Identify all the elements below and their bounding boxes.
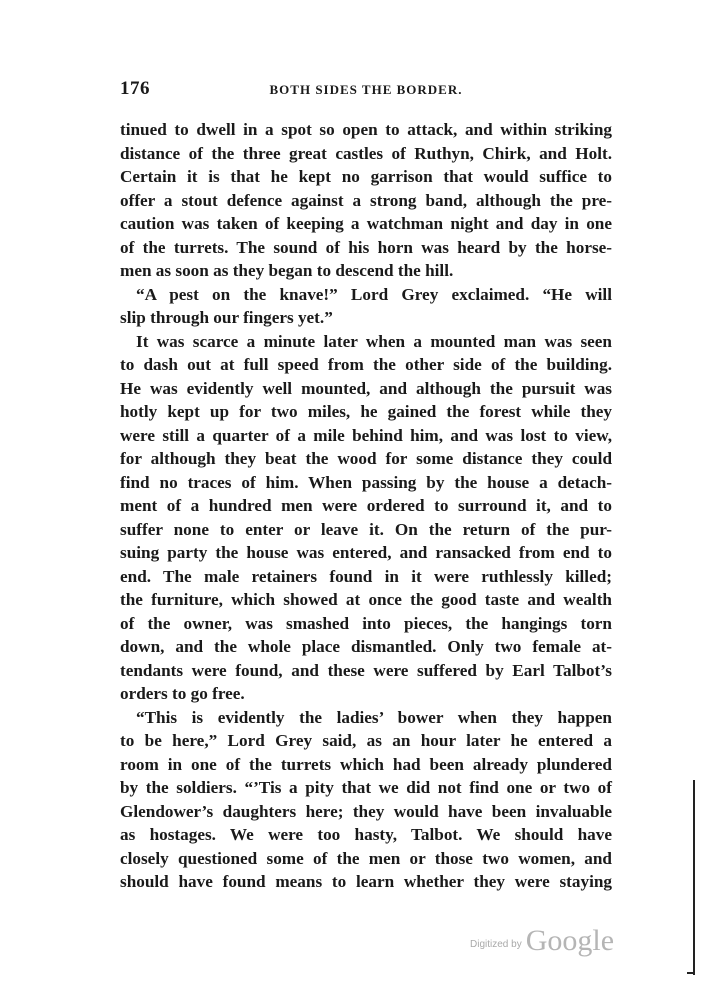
text-line: offer a stout defence against a strong band, although the pre- xyxy=(120,190,612,210)
text-line: by the soldiers. “’Tis a pity that we did not find one or two of xyxy=(120,778,612,797)
running-title: BOTH SIDES THE BORDER. xyxy=(269,82,463,97)
text-line: of the owner, was smashed into pieces, the hangings torn xyxy=(120,613,612,633)
text-line: caution was taken of keeping a watchman night and day in one xyxy=(120,214,612,233)
text-line: end. The male retainers found in it were ruthlessly killed; xyxy=(120,566,612,586)
text-line: orders to go free. xyxy=(120,684,245,703)
text-line: suing party the house was entered, and ransacked from end to xyxy=(120,543,612,562)
text-line: men as soon as they began to descend the hill. xyxy=(120,261,454,280)
text-line: closely questioned some of the men or those two women, and xyxy=(120,848,612,868)
text-line: He was evidently well mounted, and although the pursuit was xyxy=(120,378,612,398)
text-line: ment of a hundred men were ordered to surround it, and to xyxy=(120,496,612,515)
page-number: 176 xyxy=(120,78,150,99)
text-line: Certain it is that he kept no garrison that would suffice to xyxy=(120,167,612,186)
text-line: “A pest on the knave!” Lord Grey exclaimed. “He will xyxy=(136,284,612,304)
text-line: of the turrets. The sound of his horn was heard by the horse- xyxy=(120,237,612,257)
page-edge-foot xyxy=(687,972,695,974)
text-line: suffer none to enter or leave it. On the return of the pur- xyxy=(120,519,612,539)
text-line: down, and the whole place dismantled. Only two female at- xyxy=(120,637,612,656)
body-text xyxy=(120,118,612,894)
text-line: find no traces of him. When passing by the house a detach- xyxy=(120,472,612,492)
text-line: “This is evidently the ladies’ bower when they happen xyxy=(136,707,612,727)
text-line: Glendower’s daughters here; they would have been invaluable xyxy=(120,801,612,821)
text-line: It was scarce a minute later when a mounted man was seen xyxy=(136,331,612,351)
text-line: hotly kept up for two miles, he gained the forest while they xyxy=(120,402,612,421)
text-line: were still a quarter of a mile behind him, and was lost to view, xyxy=(120,425,612,445)
text-line: for although they beat the wood for some distance they could xyxy=(120,449,612,468)
text-line: should have found means to learn whether they were staying xyxy=(120,872,612,891)
text-line: the furniture, which showed at once the good taste and wealth xyxy=(120,590,612,609)
text-line: tinued to dwell in a spot so open to attack, and within striking xyxy=(120,120,612,139)
text-line: to be here,” Lord Grey said, as an hour later he entered a xyxy=(120,731,612,750)
text-line: as hostages. We were too hasty, Talbot. We should have xyxy=(120,825,612,844)
text-line: slip through our fingers yet.” xyxy=(120,308,333,327)
google-logo: Google xyxy=(525,924,615,957)
text-line: tendants were found, and these were suffered by Earl Talbot’s xyxy=(120,660,612,680)
text-line: distance of the three great castles of Ruthyn, Chirk, and Holt. xyxy=(120,143,612,163)
text-line: to dash out at full speed from the other side of the building. xyxy=(120,355,612,374)
page-header xyxy=(120,78,612,104)
digitized-by-google-watermark xyxy=(470,924,614,958)
page-edge-line xyxy=(693,780,695,975)
watermark-prefix: Digitized by xyxy=(470,939,522,950)
text-line: room in one of the turrets which had been already plundered xyxy=(120,754,612,774)
